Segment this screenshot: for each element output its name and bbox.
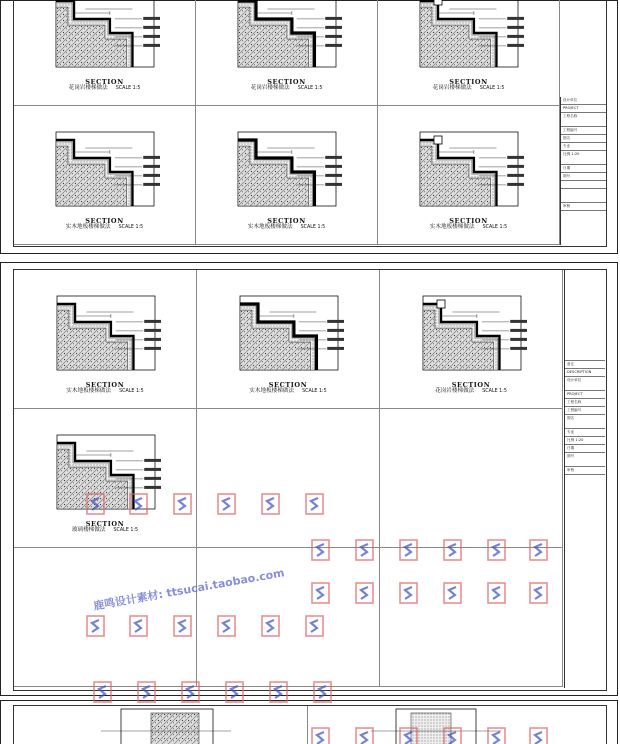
annotation-label (325, 35, 342, 38)
sheet-2-detail-grid (14, 270, 564, 688)
annotation-label (144, 477, 161, 480)
detail-title: 实木地板楼梯做法 (65, 224, 111, 230)
detail-cell (380, 270, 563, 409)
detail-caption (378, 79, 559, 92)
detail-caption (197, 382, 379, 395)
section-label: SECTION (267, 217, 306, 225)
section-label: SECTION (85, 217, 124, 225)
scale-label: SCALE 1:5 (300, 225, 326, 230)
section-label: SECTION (449, 78, 488, 86)
section-label: SECTION (267, 78, 306, 86)
title-block-field: 日期 (565, 445, 605, 453)
scale-label: SCALE 1:5 (297, 86, 323, 91)
title-block-field: PROJECT (561, 105, 606, 113)
annotation-label (510, 329, 527, 332)
annotation-label (507, 44, 524, 47)
partial-detail-hatch (411, 713, 451, 744)
stair-section-drawing (414, 0, 524, 71)
scale-label: SCALE 1:5 (482, 225, 508, 230)
title-block-field: 工程编号 (565, 407, 605, 415)
annotation-label (143, 44, 160, 47)
detail-title: 花岗岩楼梯做法 (250, 85, 290, 91)
annotation-label (510, 347, 527, 350)
detail-caption (14, 382, 196, 395)
annotation-label (325, 174, 342, 177)
section-label: SECTION (85, 520, 125, 528)
stair-section-drawing (50, 128, 160, 210)
annotation-label (507, 26, 524, 29)
title-block-field: 图号 (561, 173, 606, 181)
title-block-field (561, 189, 606, 203)
annotation-label (327, 320, 344, 323)
nosing-detail (434, 136, 442, 144)
detail-caption (196, 79, 377, 92)
scale-label: SCALE 1:5 (482, 389, 507, 394)
detail-cell (197, 270, 380, 409)
annotation-label (327, 347, 344, 350)
annotation-label (143, 174, 160, 177)
scale-label: SCALE 1:5 (479, 86, 505, 91)
annotation-label (325, 44, 342, 47)
title-block-field: 工程名称 (565, 399, 605, 407)
title-block-field: 工程编号 (561, 127, 606, 135)
detail-cell (378, 106, 560, 245)
nosing-detail (437, 300, 445, 308)
drawing-sheet-1 (0, 0, 618, 254)
detail-cell (197, 548, 380, 687)
detail-cell (14, 409, 197, 548)
scale-label: SCALE 1:5 (119, 389, 144, 394)
detail-cell (14, 0, 196, 106)
stair-section-drawing (51, 431, 161, 513)
stair-section-drawing (51, 292, 161, 374)
annotation-label (507, 156, 524, 159)
annotation-label (325, 156, 342, 159)
annotation-label (143, 156, 160, 159)
sheet-1-detail-grid (14, 0, 560, 230)
detail-title: 玻璃楼梯做法 (71, 527, 106, 533)
section-label: SECTION (268, 381, 308, 389)
title-block-field: 设计单位 (565, 377, 605, 391)
annotation-label (144, 486, 161, 489)
detail-title: 花岗岩楼梯做法 (432, 85, 472, 91)
annotation-label (325, 183, 342, 186)
annotation-label (507, 35, 524, 38)
title-block-field: 专业 (565, 429, 605, 437)
annotation-label (325, 26, 342, 29)
detail-cell (14, 270, 197, 409)
annotation-label (144, 338, 161, 341)
scale-label: SCALE 1:5 (302, 389, 327, 394)
section-label: SECTION (85, 381, 125, 389)
detail-caption (380, 382, 562, 395)
detail-caption (196, 218, 377, 231)
scale-label: SCALE 1:5 (115, 86, 141, 91)
detail-cell (378, 0, 560, 106)
annotation-label (510, 320, 527, 323)
detail-cell (14, 548, 197, 687)
annotation-label (510, 338, 527, 341)
annotation-label (143, 183, 160, 186)
title-block-field: 设计单位 (561, 97, 606, 105)
detail-cell (380, 548, 563, 687)
detail-caption (14, 218, 195, 231)
nosing-detail (434, 0, 442, 5)
detail-caption (378, 218, 559, 231)
stair-section-drawing (232, 0, 342, 71)
detail-title: 实木地板楼梯做法 (66, 388, 112, 394)
watermark-text: 鹿鸣设计素材: ttsucai.taobao.com (92, 566, 286, 613)
scale-label: SCALE 1:5 (118, 225, 144, 230)
sheet-1-title-block (560, 97, 606, 245)
detail-title: 实木地板楼梯做法 (429, 224, 475, 230)
detail-caption (14, 521, 196, 534)
title-block-field: 审核 (561, 203, 606, 211)
detail-cell (196, 0, 378, 106)
stair-section-drawing (232, 128, 342, 210)
annotation-label (327, 329, 344, 332)
annotation-label (143, 35, 160, 38)
title-block-field: 日期 (561, 165, 606, 173)
title-block-field: 工程名称 (561, 113, 606, 127)
annotation-label (507, 174, 524, 177)
stair-section-drawing (414, 128, 524, 210)
title-block-field: 图号 (565, 453, 605, 467)
annotation-label (144, 459, 161, 462)
detail-cell (196, 106, 378, 245)
annotation-label (327, 338, 344, 341)
stair-section-drawing (50, 0, 160, 71)
annotation-label (143, 26, 160, 29)
annotation-label (325, 165, 342, 168)
title-block-field: 备注 (565, 361, 605, 369)
annotation-label (507, 165, 524, 168)
detail-cell (380, 409, 563, 548)
title-block-field: 专业 (561, 143, 606, 151)
stair-section-drawing (417, 292, 527, 374)
annotation-label (144, 468, 161, 471)
detail-title: 实木地板楼梯做法 (247, 224, 293, 230)
title-block-field: 比例 1:20 (565, 437, 605, 445)
title-block-field (561, 181, 606, 189)
section-label: SECTION (451, 381, 491, 389)
scale-label: SCALE 1:5 (113, 528, 139, 533)
title-block-field: 图名 (561, 135, 606, 143)
section-label: SECTION (85, 78, 124, 86)
drawing-sheet-3 (0, 700, 618, 744)
detail-cell (14, 106, 196, 245)
section-label: SECTION (449, 217, 488, 225)
detail-cell (197, 409, 380, 548)
sheet-3-partial-details (1, 701, 617, 744)
annotation-label (325, 17, 342, 20)
partial-detail-hatch (151, 713, 199, 744)
detail-title: 实木地板楼梯做法 (249, 388, 295, 394)
title-block-field: 比例 1:20 (561, 151, 606, 165)
detail-title: 花岗岩楼梯做法 (68, 85, 108, 91)
detail-caption (14, 79, 195, 92)
title-block-field: 审核 (565, 467, 605, 475)
annotation-label (144, 347, 161, 350)
drawing-sheet-2 (0, 262, 618, 696)
detail-title: 花岗岩楼梯做法 (435, 388, 475, 394)
title-block-field: PROJECT (565, 391, 605, 399)
stair-section-drawing (234, 292, 344, 374)
title-block-field: 图名 (565, 415, 605, 429)
sheet-2-title-block (564, 270, 605, 688)
annotation-label (507, 17, 524, 20)
annotation-label (507, 183, 524, 186)
annotation-label (143, 165, 160, 168)
title-block-field: DESCRIPTION (565, 369, 605, 377)
annotation-label (144, 329, 161, 332)
annotation-label (144, 320, 161, 323)
annotation-label (143, 17, 160, 20)
